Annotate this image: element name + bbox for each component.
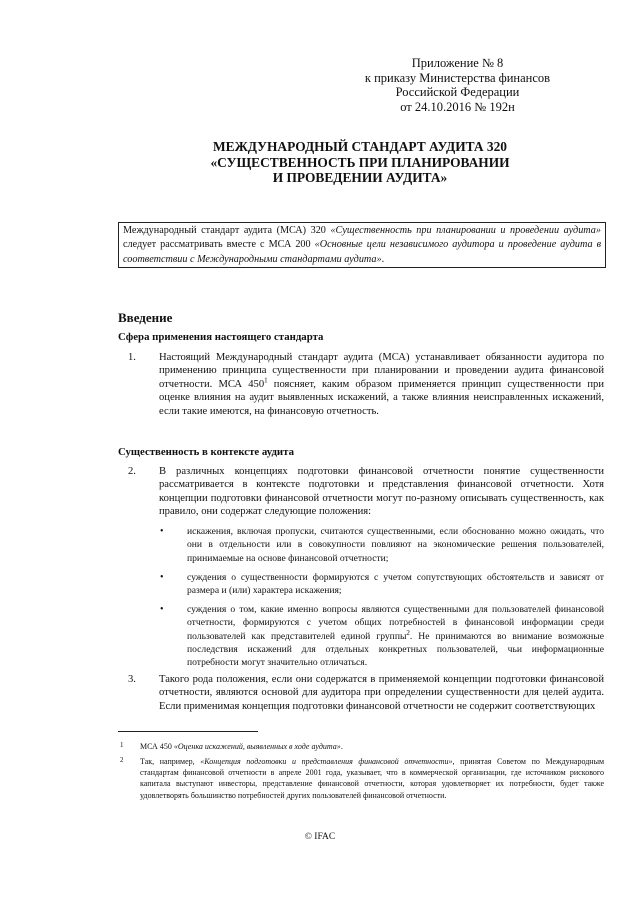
- bullet-item: суждения о существенности формируются с учетом сопутствующих обстоятельств и зависят от размера и (или) характера искажения;: [187, 572, 604, 597]
- appendix-line: Российской Федерации: [395, 85, 520, 100]
- appendix-line: к приказу Министерства финансов: [364, 70, 551, 85]
- footnote-divider: [118, 731, 258, 732]
- footnote-number: 2: [120, 756, 124, 764]
- appendix-line: от 24.10.2016 № 192н: [400, 99, 515, 114]
- paragraph-1: Настоящий Международный стандарт аудита (МСА) устанавливает обязанности аудитора по применению принципа существенности при планировании и проведении аудита финансовой отчетности. МСА $450^1$ поясняет, каким образом применяется принцип существенности при оценке влияния на аудит выявленных искажений, а также влияния неисправленных искажений, если такие имеются, на финансовую отчетность.: [159, 352, 605, 417]
- bullet-mark: •: [160, 572, 164, 583]
- title-line: «СУЩЕСТВЕННОСТЬ ПРИ ПЛАНИРОВАНИИ: [210, 154, 510, 170]
- subheading-scope: Сфера применения настоящего стандарта: [118, 331, 324, 343]
- paragraph-number: 1.: [128, 352, 136, 363]
- bullet-mark: •: [160, 526, 164, 537]
- notice-box: [118, 222, 606, 268]
- section-heading-intro: Введение: [118, 310, 173, 325]
- paragraph-3: Такого рода положения, если они содержатся в применяемой концепции подготовки финансовой отчетности, являются основой для аудитора при определении существенности для целей аудита. Если применимая концепция подготовки финансовой отчетности не содержит соответствующих: [159, 674, 604, 712]
- subheading-context: Существенность в контексте аудита: [118, 446, 294, 458]
- notice-text: Международный стандарт аудита (МСА) 320 «Существенность при планировании и проведении аудита» следует рассматривать вместе с МСА 200 «Основные цели независимого аудитора и проведение аудита в соответствии с Международными стандартами аудита».: [123, 225, 601, 265]
- document-title: [150, 139, 570, 186]
- paragraph-2: В различных концепциях подготовки финансовой отчетности понятие существенности рассматривается в контексте подготовки и представления финансовой отчетности. Хотя концепции подготовки финансовой отчетности могут по-разному описывать существенность, как правило, они содержат следующие положения:: [159, 466, 604, 518]
- title-line: МЕЖДУНАРОДНЫЙ СТАНДАРТ АУДИТА 320: [213, 139, 507, 154]
- bullet-mark: •: [160, 604, 164, 615]
- page-footer-copyright: © IFAC: [304, 832, 336, 842]
- paragraph-number: 3.: [128, 674, 136, 685]
- appendix-line: Приложение № 8: [411, 56, 504, 70]
- bullet-item: искажения, включая пропуски, считаются существенными, если обоснованно можно ожидать, что они в отдельности или в совокупности повлияют на экономические решения пользователей, принимаемые на основе финансовой отчетности;: [187, 526, 604, 564]
- footnote-number: 1: [120, 741, 124, 749]
- footnote-2: Так, например, «Концепция подготовки и представления финансовой отчетности», принятая Советом по Международным стандартам финансовой отчетности в апреле 2001 года, указывает, что в коммерческой организации, где источником рискового капитала выступают инвесторы, представление финансовой отчетности, которая удовлетворяет их потребности, будет также удовлетворять большинство потребностей других пользователей финансовой отчетности.: [140, 757, 604, 800]
- bullet-item: суждения о том, какие именно вопросы являются существенными для пользователей финансовой отчетности, формируются с учетом общих потребностей в финансовой информации среди пользователей как представителей единой группы$^2$. Не принимаются во внимание возможные последствия искажений для отдельных конкретных пользователей, чьи информационные потребности могут значительно отличаться.: [187, 604, 604, 669]
- title-line: И ПРОВЕДЕНИИ АУДИТА»: [272, 170, 448, 186]
- paragraph-number: 2.: [128, 466, 136, 477]
- footnote-1: МСА 450 «Оценка искажений, выявленных в ходе аудита».: [140, 742, 343, 751]
- appendix-block: [330, 56, 585, 114]
